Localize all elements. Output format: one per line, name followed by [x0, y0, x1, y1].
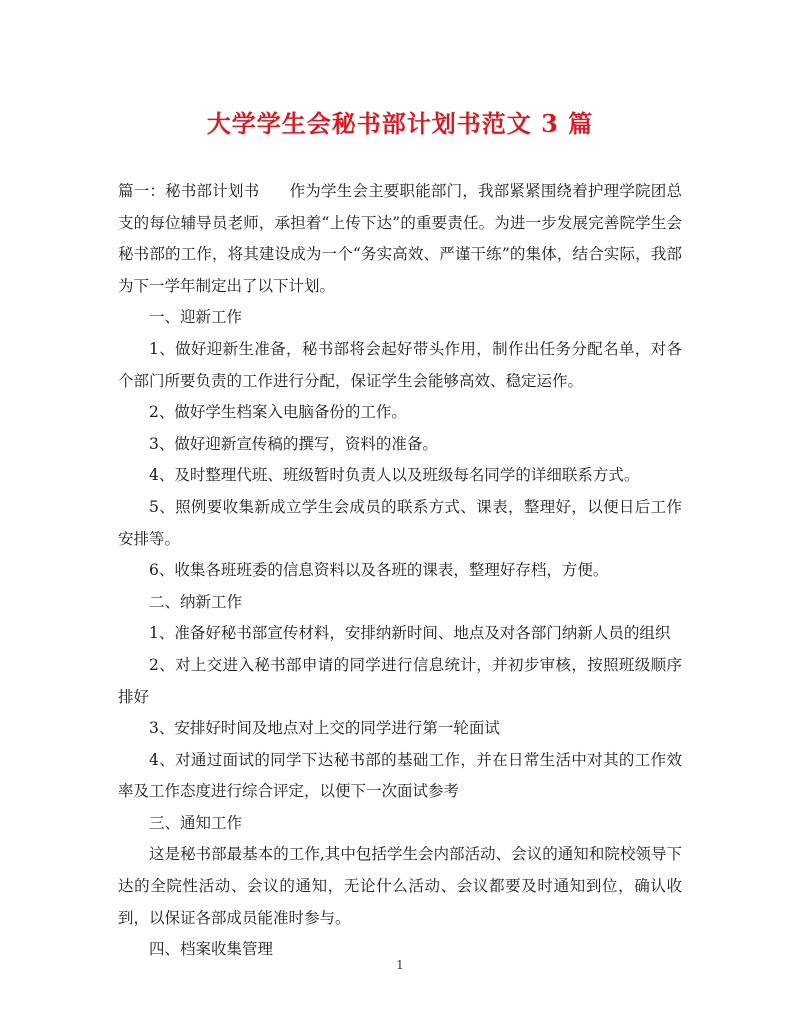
welcome-item-5: 5、照例要收集新成立学生会成员的联系方式、课表，整理好，以便日后工作安排等。	[118, 497, 682, 548]
intro-label: 篇一：秘书部计划书	[118, 182, 260, 200]
notice-paragraph: 这是秘书部最基本的工作,其中包括学生会内部活动、会议的通知和院校领导下达的全院性活动、会议的通知，无论什么活动、会议都要及时通知到位，确认收到，以保证各部成员能准时参与。	[118, 845, 682, 927]
recruit-item-3: 3、安排好时间及地点对上交的同学进行第一轮面试	[149, 719, 500, 738]
welcome-item-3: 3、做好迎新宣传稿的撰写，资料的准备。	[149, 434, 438, 453]
intro-text: 作为学生会主要职能部门，我部紧紧围绕着护理学院团总支的每位辅导员老师，承担着“上传下达”的重要责任。为进一步发展完善院学生会秘书部的工作，将其建设成为一个“务实高效、严谨干练”的集体，结合实际，我部为下一学年制定出了以下计划。	[118, 182, 682, 295]
page-number: 1	[396, 958, 404, 972]
section-heading-archive: 四、档案收集管理	[149, 940, 274, 959]
welcome-item-4: 4、及时整理代班、班级暂时负责人以及班级每名同学的详细联系方式。	[149, 466, 640, 485]
recruit-item-1: 1、准备好秘书部宣传材料，安排纳新时间、地点及对各部门纳新人员的组织	[149, 624, 671, 643]
document-title: 大学学生会秘书部计划书范文 3 篇	[206, 109, 594, 138]
welcome-item-1: 1、做好迎新生准备，秘书部将会起好带头作用，制作出任务分配名单，对各个部门所要负责的工作进行分配，保证学生会能够高效、稳定运作。	[118, 339, 682, 390]
recruit-item-2: 2、对上交进入秘书部申请的同学进行信息统计，并初步审核，按照班级顺序排好	[118, 655, 682, 706]
recruit-item-4: 4、对通过面试的同学下达秘书部的基础工作，并在日常生活中对其的工作效率及工作态度进行综合评定，以便下一次面试参考	[118, 750, 682, 801]
section-heading-notice: 三、通知工作	[149, 813, 243, 832]
intro-paragraph	[118, 176, 682, 302]
document-body	[118, 176, 682, 966]
section-heading-recruit: 二、纳新工作	[149, 592, 243, 611]
section-heading-welcome: 一、迎新工作	[149, 308, 243, 327]
welcome-item-2: 2、做好学生档案入电脑备份的工作。	[149, 403, 407, 422]
welcome-item-6: 6、收集各班班委的信息资料以及各班的课表，整理好存档，方便。	[149, 561, 609, 580]
